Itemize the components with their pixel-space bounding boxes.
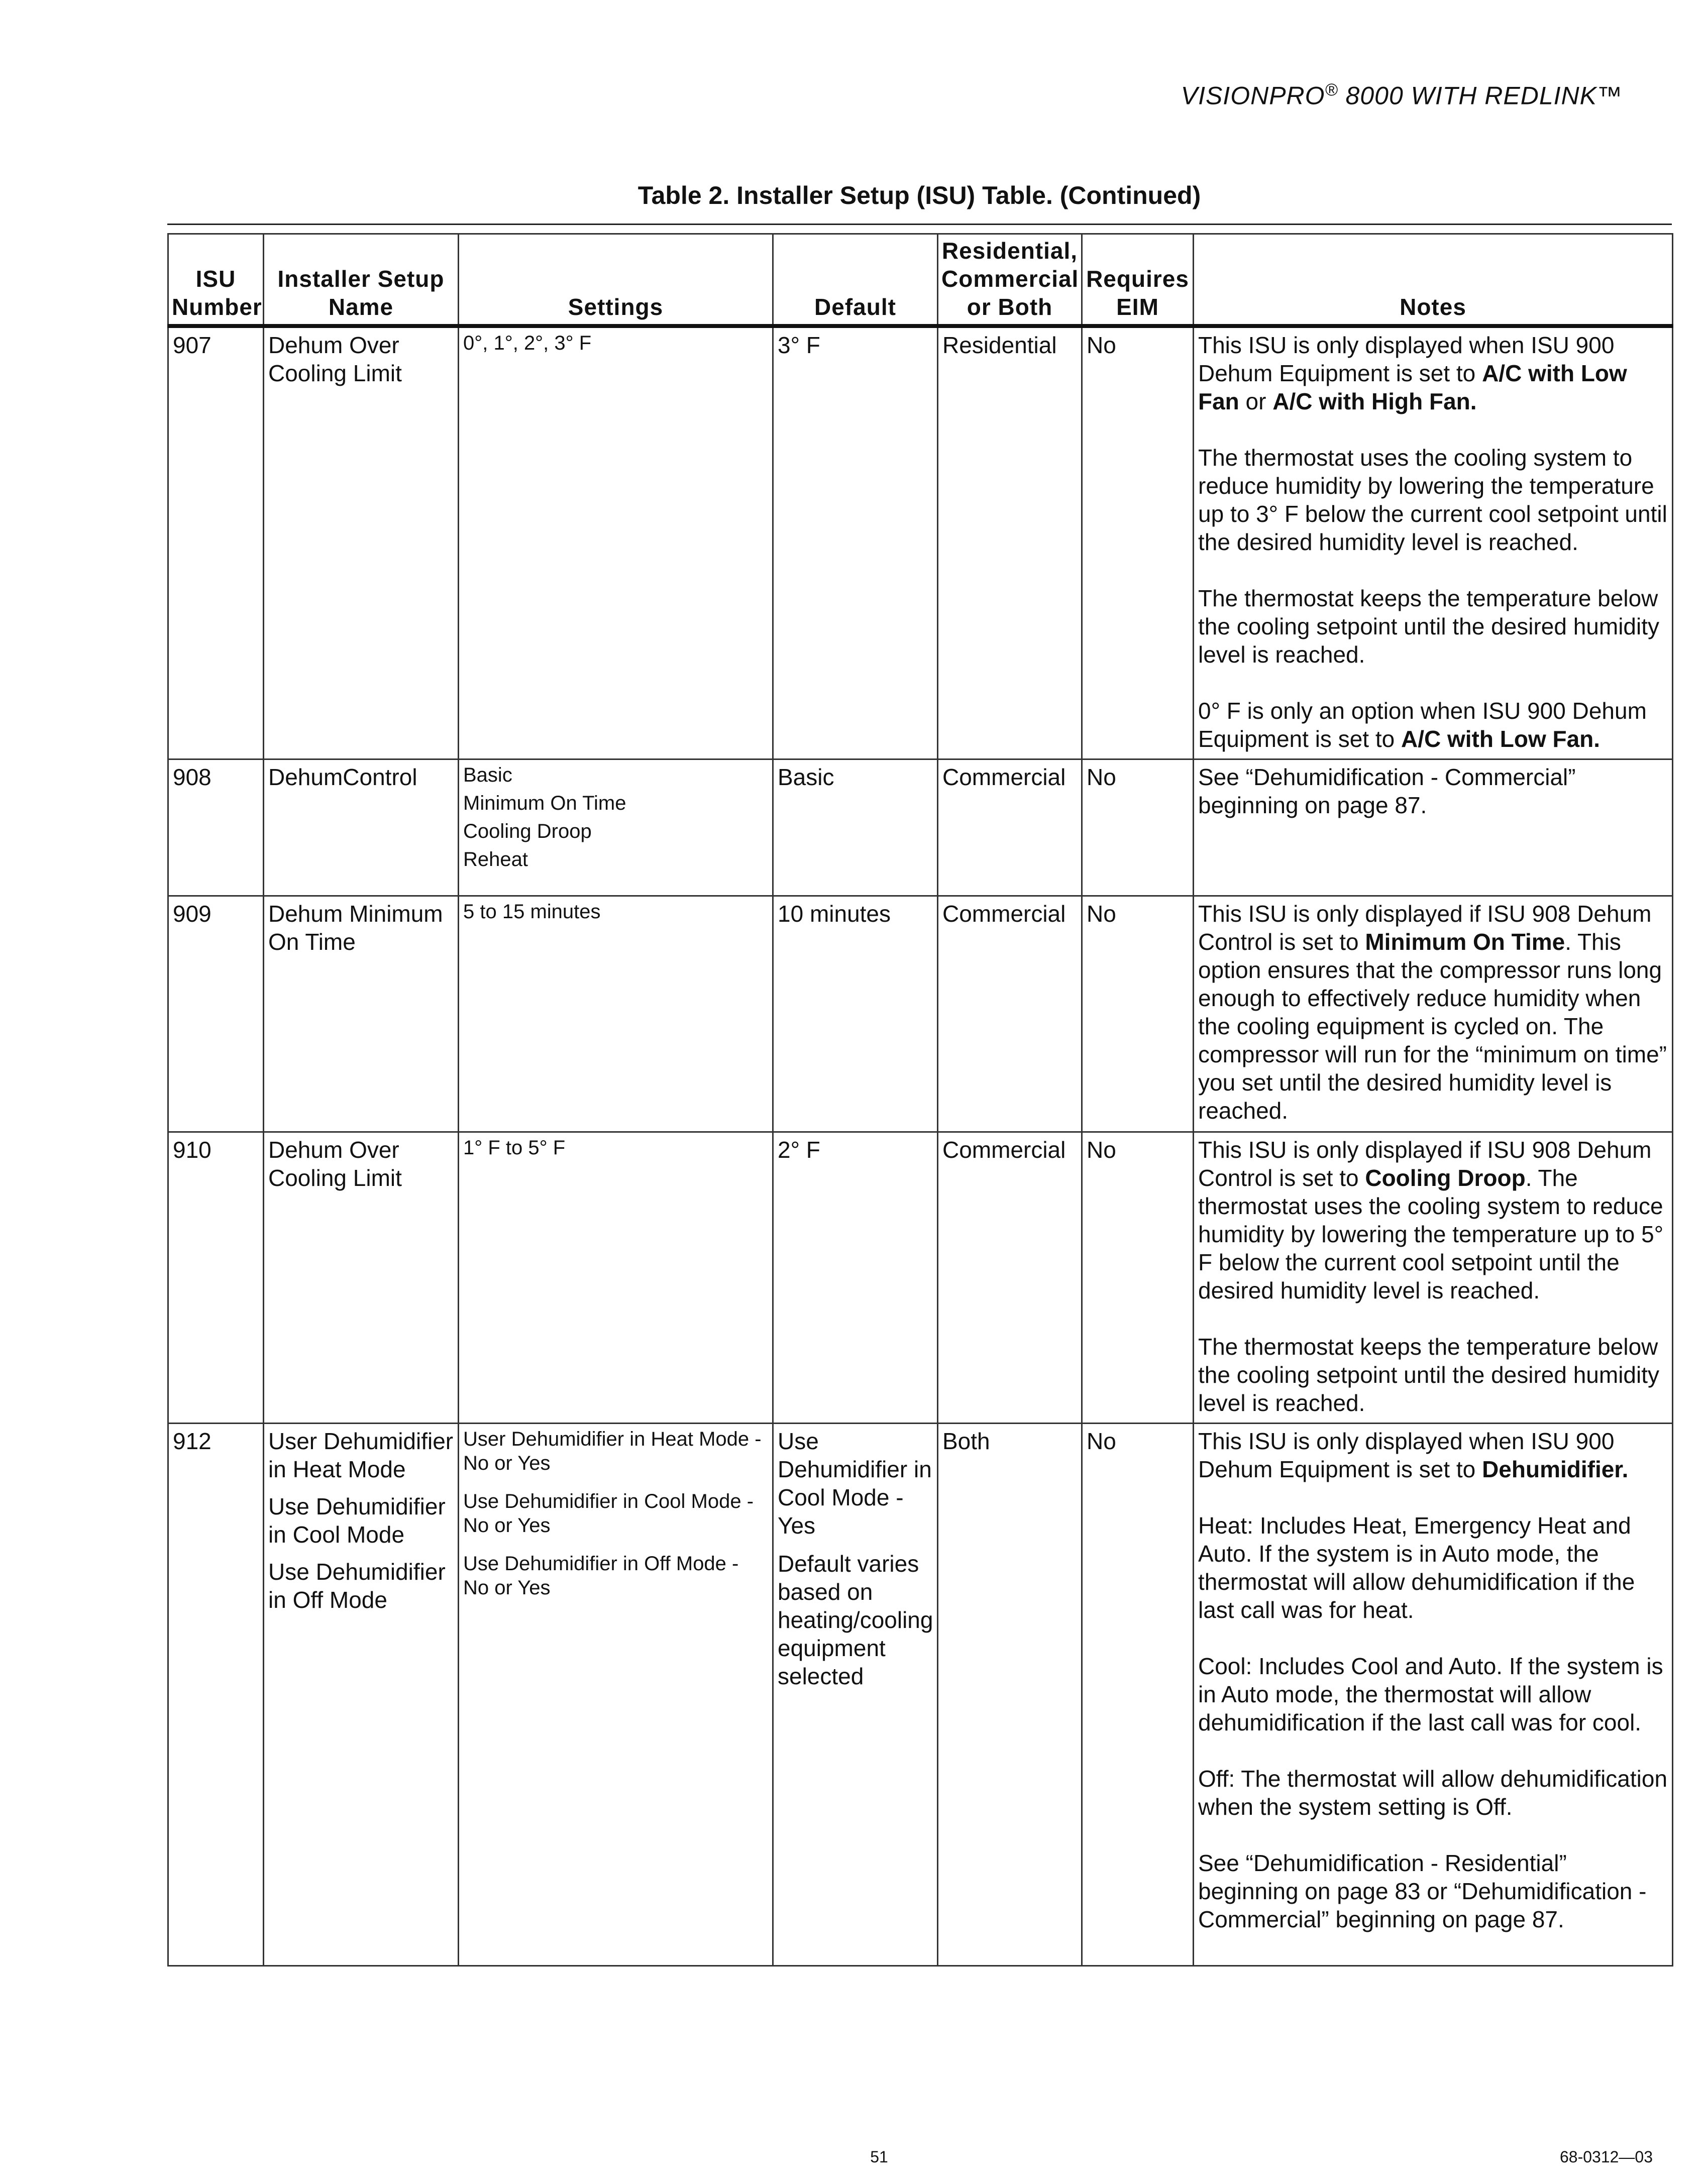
table-header-row (168, 234, 1673, 326)
table-row (168, 1423, 1673, 1966)
header-residential-commercial: Residential, Commercial or Both (938, 234, 1082, 326)
settings-cell: User Dehumidifier in Heat Mode - No or Yes Use Dehumidifier in Cool Mode - No or Yes Use Dehumidifier in Off Mode - No or Yes (459, 1423, 773, 1966)
isu-number-cell: 912 (168, 1423, 264, 1966)
isu-number-cell: 910 (168, 1132, 264, 1423)
isu-table (167, 233, 1673, 1967)
page-number: 51 (870, 2148, 888, 2166)
residential-commercial-cell: Commercial (938, 1132, 1082, 1423)
notes-cell: This ISU is only displayed when ISU 900 Dehum Equipment is set to Dehumidifier. Heat: Includes Heat, Emergency Heat and Auto. If the system is in Auto mode, the thermostat will allow dehumidification if the last call was for heat. Cool: Includes Cool and Auto. If the system is in Auto mode, the thermostat will allow dehumidification if the last call was for cool. Off: The thermostat will allow dehumidification when the system setting is Off. See “Dehumidification - Residential” beginning on page 83 or “Dehumidification - Commercial” beginning on page 87. (1194, 1423, 1673, 1966)
isu-name-cell: Dehum Over Cooling Limit (264, 326, 459, 759)
default-cell: 2° F (773, 1132, 938, 1423)
residential-commercial-cell: Commercial (938, 759, 1082, 896)
table-row (168, 896, 1673, 1132)
header-isu-number: ISU Number (168, 234, 264, 326)
header-registered-mark: ® (1325, 80, 1338, 99)
table-row (168, 759, 1673, 896)
settings-cell: 1° F to 5° F (459, 1132, 773, 1423)
isu-number-cell: 908 (168, 759, 264, 896)
notes-cell: This ISU is only displayed if ISU 908 Dehum Control is set to Minimum On Time. This option ensures that the compressor runs long enough to effectively reduce humidity when the cooling equipment is cycled on. The compressor will run for the “minimum on time” you set until the desired humidity level is reached. (1194, 896, 1673, 1132)
table-row (168, 1132, 1673, 1423)
document-number: 68-0312—03 (1559, 2148, 1653, 2166)
table-row (168, 326, 1673, 759)
notes-cell: See “Dehumidification - Commercial” beginning on page 87. (1194, 759, 1673, 896)
requires-eim-cell: No (1082, 759, 1194, 896)
header-default: Default (773, 234, 938, 326)
isu-name-cell: DehumControl (264, 759, 459, 896)
table-caption: Table 2. Installer Setup (ISU) Table. (Continued) (637, 181, 1201, 209)
isu-number-cell: 907 (168, 326, 264, 759)
running-header (1181, 80, 1623, 111)
header-notes: Notes (1194, 234, 1673, 326)
isu-table-wrapper (167, 224, 1672, 1967)
settings-cell: 0°, 1°, 2°, 3° F (459, 326, 773, 759)
residential-commercial-cell: Both (938, 1423, 1082, 1966)
settings-cell: 5 to 15 minutes (459, 896, 773, 1132)
residential-commercial-cell: Commercial (938, 896, 1082, 1132)
header-title-rest: 8000 WITH REDLINK™ (1338, 81, 1623, 110)
requires-eim-cell: No (1082, 1132, 1194, 1423)
header-installer-setup-name: Installer Setup Name (264, 234, 459, 326)
notes-cell: This ISU is only displayed if ISU 908 Dehum Control is set to Cooling Droop. The thermostat uses the cooling system to reduce humidity by lowering the temperature up to 5° F below the current cool setpoint until the desired humidity level is reached. The thermostat keeps the temperature below the cooling setpoint until the desired humidity level is reached. (1194, 1132, 1673, 1423)
default-cell: 3° F (773, 326, 938, 759)
requires-eim-cell: No (1082, 1423, 1194, 1966)
isu-name-cell: Dehum Over Cooling Limit (264, 1132, 459, 1423)
isu-name-cell: Dehum Minimum On Time (264, 896, 459, 1132)
header-title-main: VISIONPRO (1181, 81, 1325, 110)
residential-commercial-cell: Residential (938, 326, 1082, 759)
requires-eim-cell: No (1082, 326, 1194, 759)
settings-cell: Basic Minimum On Time Cooling Droop Reheat (459, 759, 773, 896)
requires-eim-cell: No (1082, 896, 1194, 1132)
header-settings: Settings (459, 234, 773, 326)
default-cell: Basic (773, 759, 938, 896)
notes-cell: This ISU is only displayed when ISU 900 Dehum Equipment is set to A/C with Low Fan or A/C with High Fan. The thermostat uses the cooling system to reduce humidity by lowering the temperature up to 3° F below the current cool setpoint until the desired humidity level is reached. The thermostat keeps the temperature below the cooling setpoint until the desired humidity level is reached. 0° F is only an option when ISU 900 Dehum Equipment is set to A/C with Low Fan. (1194, 326, 1673, 759)
header-requires-eim: Requires EIM (1082, 234, 1194, 326)
default-cell: 10 minutes (773, 896, 938, 1132)
isu-number-cell: 909 (168, 896, 264, 1132)
default-cell: Use Dehumidifier in Cool Mode - Yes Default varies based on heating/cooling equipment selected (773, 1423, 938, 1966)
isu-name-cell: User Dehumidifier in Heat Mode Use Dehumidifier in Cool Mode Use Dehumidifier in Off Mode (264, 1423, 459, 1966)
